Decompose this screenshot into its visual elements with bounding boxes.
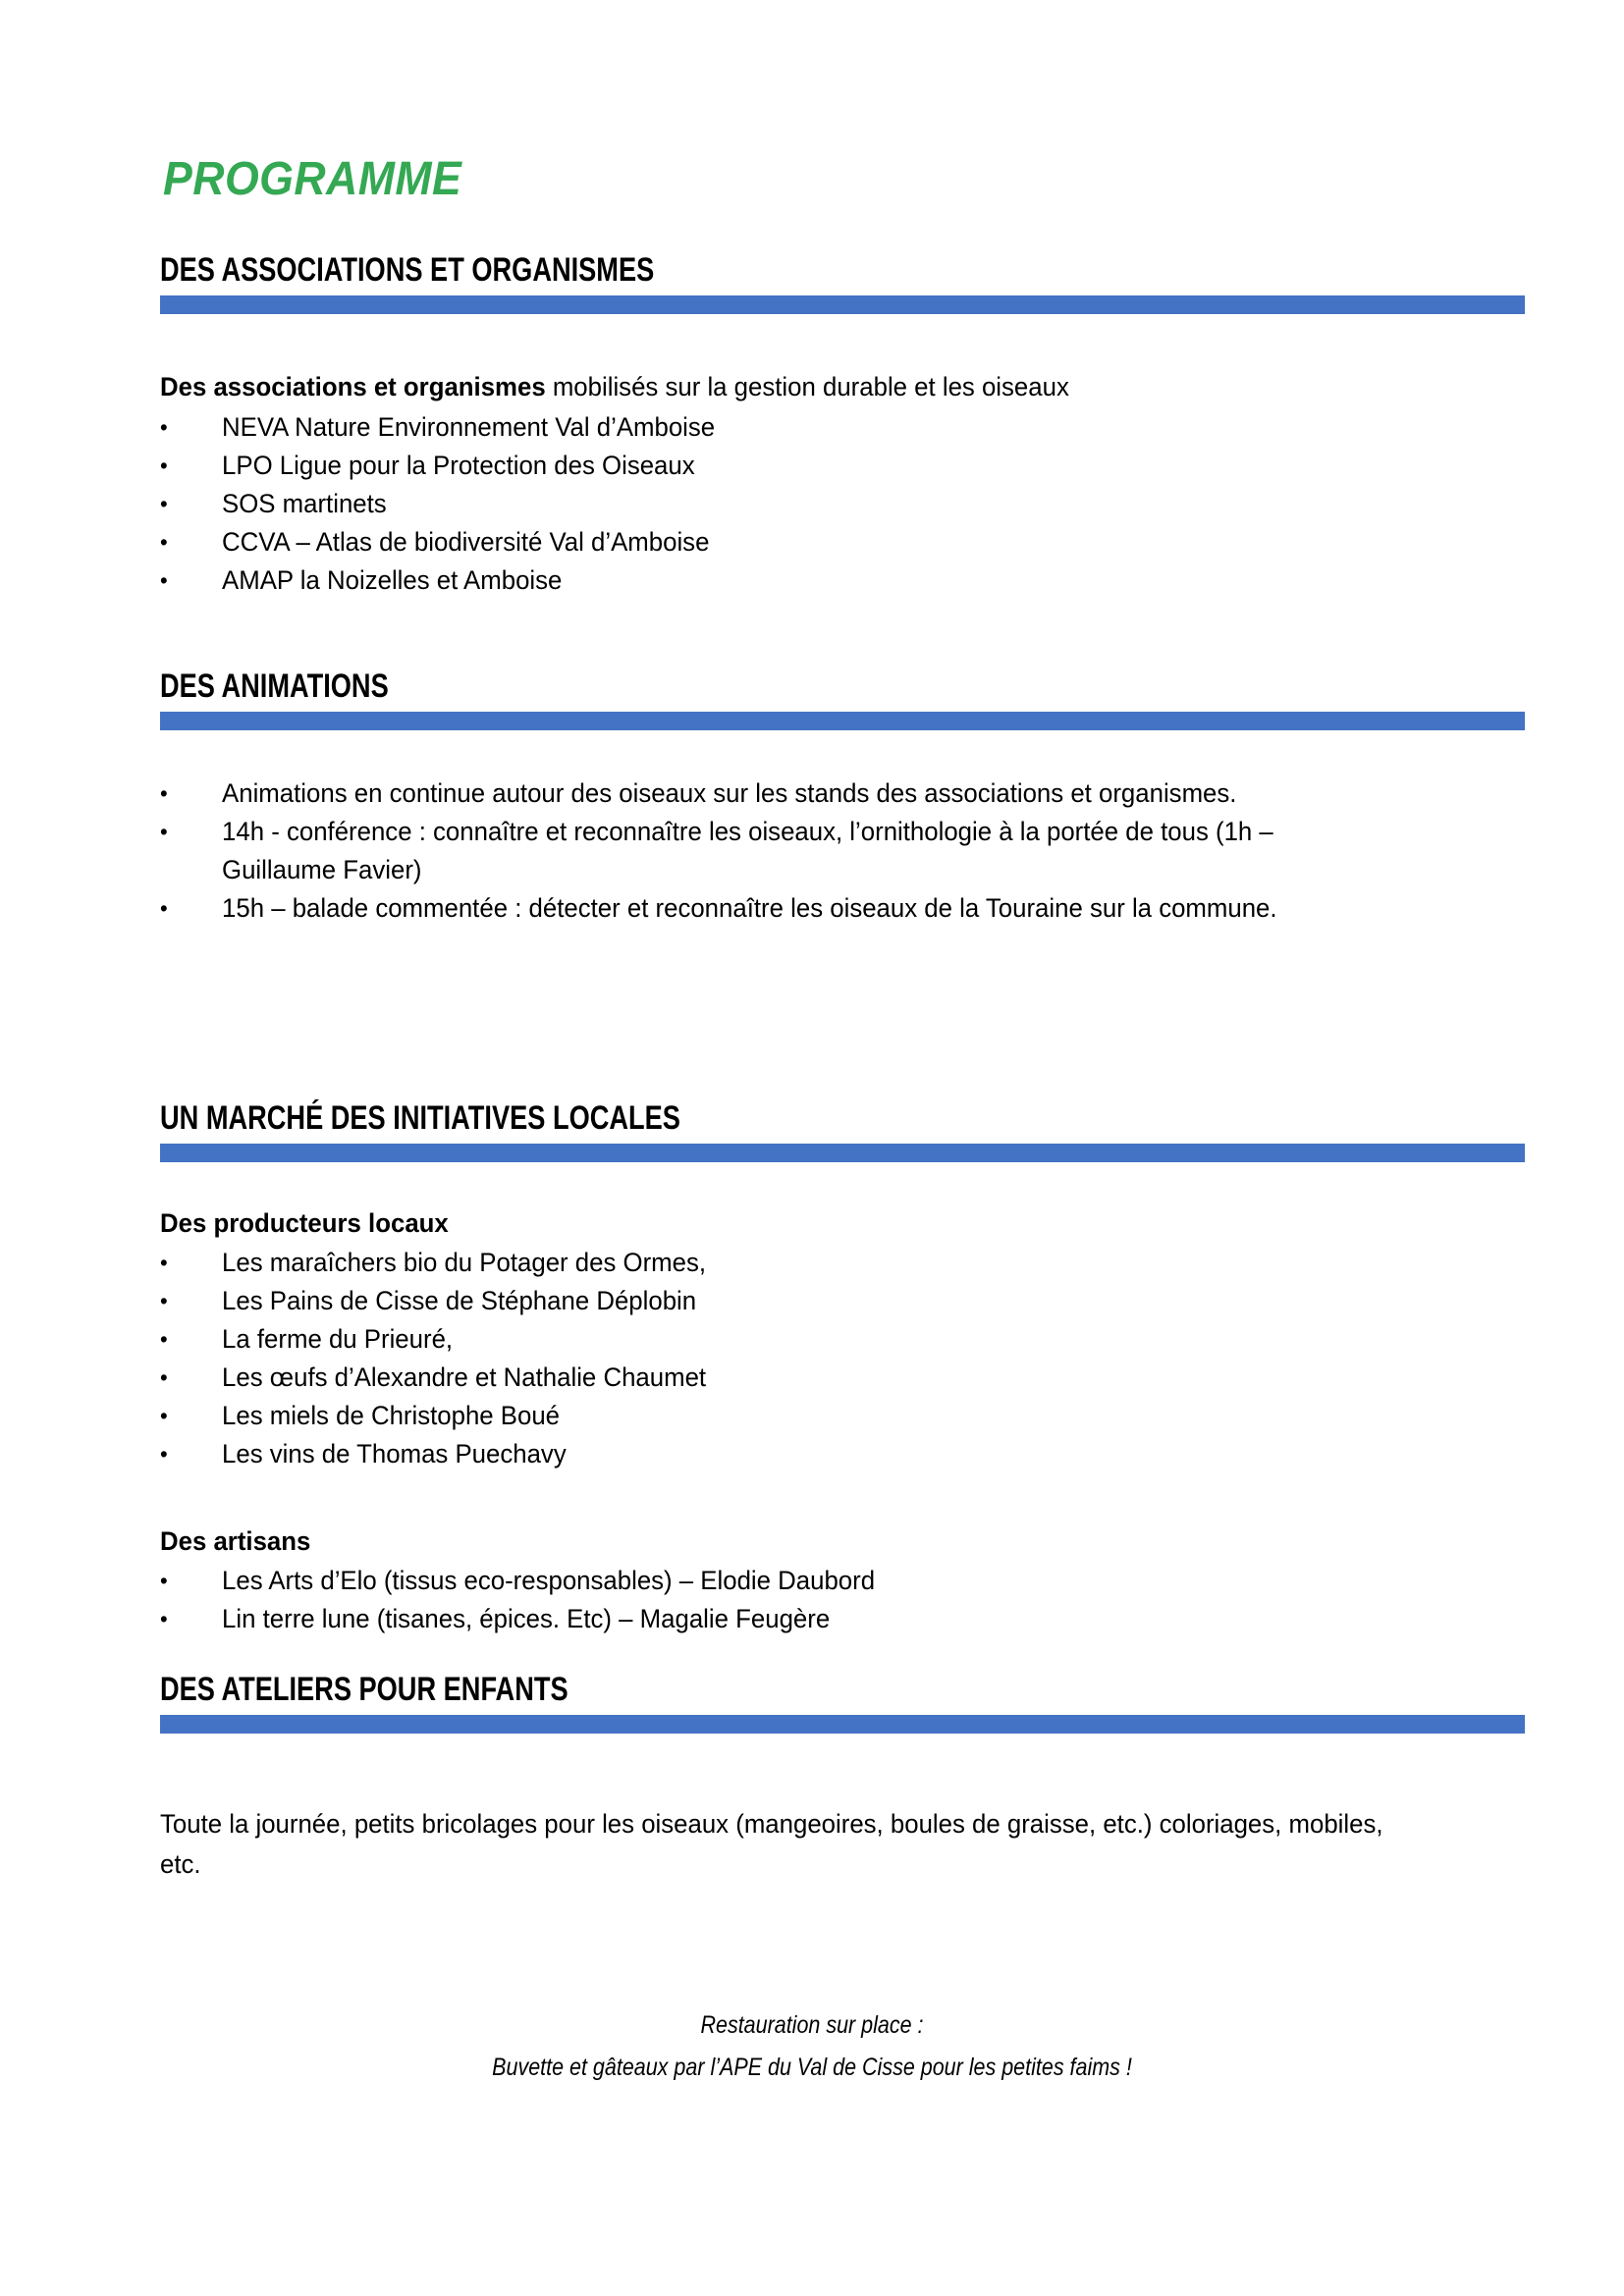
page-title: PROGRAMME [163, 153, 462, 205]
list-item [160, 561, 1069, 600]
footer-line-2: Buvette et gâteaux par l’APE du Val de Cisse pour les petites faims ! [492, 2054, 1132, 2081]
section-ateliers [160, 1673, 1525, 1734]
list-item-label: Animations en continue autour des oiseaux sur les stands des associations et organismes. [222, 778, 1237, 808]
bullet-icon: • [160, 453, 168, 478]
list-item-label: AMAP la Noizelles et Amboise [222, 565, 563, 595]
bullet-icon: • [160, 1441, 168, 1467]
bullet-icon: • [160, 414, 168, 440]
list-item-label: Les vins de Thomas Puechavy [222, 1439, 567, 1468]
subheading-artisans: Des artisans [160, 1526, 311, 1556]
list-item [160, 1282, 706, 1320]
list-item-label: Lin terre lune (tisanes, épices. Etc) – Magalie Feugère [222, 1604, 831, 1633]
list-item [160, 408, 1069, 447]
list-item [160, 774, 1380, 813]
bullet-icon: • [160, 1288, 168, 1313]
associations-lead-bold: Des associations et organismes [160, 372, 546, 401]
bullet-icon: • [160, 491, 168, 516]
list-item [160, 485, 1069, 523]
subheading-producteurs: Des producteurs locaux [160, 1208, 449, 1238]
list-item-label: Les maraîchers bio du Potager des Ormes, [222, 1248, 707, 1277]
list-item [160, 1435, 706, 1473]
animations-list [160, 774, 1380, 928]
list-item [160, 813, 1380, 889]
bullet-icon: • [160, 1250, 168, 1275]
footer-restauration [0, 2004, 1624, 2089]
section-marche-body [160, 1206, 731, 1473]
list-item-label: CCVA – Atlas de biodiversité Val d’Amboise [222, 527, 710, 557]
associations-list [160, 408, 1069, 600]
list-item-label: LPO Ligue pour la Protection des Oiseaux [222, 451, 695, 480]
section-rule-animations [160, 712, 1525, 730]
section-heading-animations: DES ANIMATIONS [160, 667, 389, 705]
list-item-label: 14h - conférence : connaître et reconnaître les oiseaux, l’ornithologie à la portée de tous (1h – Guillaume Favier) [222, 817, 1273, 884]
section-heading-marche: UN MARCHÉ DES INITIATIVES LOCALES [160, 1099, 680, 1137]
section-ateliers-body [160, 1804, 1466, 1885]
section-rule-ateliers [160, 1715, 1525, 1734]
list-item-label: Les Arts d’Elo (tissus eco-responsables) – Elodie Daubord [222, 1566, 876, 1595]
section-heading-associations: DES ASSOCIATIONS ET ORGANISMES [160, 251, 655, 289]
section-heading-ateliers: DES ATELIERS POUR ENFANTS [160, 1671, 568, 1708]
list-item-label: Les œufs d’Alexandre et Nathalie Chaumet [222, 1362, 707, 1392]
list-item-label: La ferme du Prieuré, [222, 1324, 454, 1354]
bullet-icon: • [160, 567, 168, 593]
footer-line-1: Restauration sur place : [700, 2011, 924, 2039]
list-item [160, 523, 1069, 561]
list-item [160, 1320, 706, 1359]
section-artisans-body [160, 1524, 908, 1638]
list-item-label: NEVA Nature Environnement Val d’Amboise [222, 412, 716, 442]
section-animations [160, 669, 1525, 730]
artisans-list [160, 1562, 875, 1638]
ateliers-paragraph: Toute la journée, petits bricolages pour les oiseaux (mangeoires, boules de graisse, etc.) coloriages, mobiles, etc. [160, 1809, 1383, 1879]
section-animations-body [160, 774, 1436, 928]
associations-lead [160, 369, 1069, 404]
list-item [160, 447, 1069, 485]
section-associations-body [160, 369, 1111, 600]
bullet-icon: • [160, 780, 168, 806]
associations-lead-rest: mobilisés sur la gestion durable et les oiseaux [545, 372, 1069, 401]
list-item-label: SOS martinets [222, 489, 387, 518]
list-item [160, 1244, 706, 1282]
list-item [160, 1562, 875, 1600]
section-associations [160, 253, 1525, 314]
section-rule-associations [160, 295, 1525, 314]
list-item-label: Les Pains de Cisse de Stéphane Déplobin [222, 1286, 697, 1315]
list-item [160, 1359, 706, 1397]
list-item-label: 15h – balade commentée : détecter et reconnaître les oiseaux de la Touraine sur la commune. [222, 893, 1277, 923]
bullet-icon: • [160, 1326, 168, 1352]
section-marche [160, 1101, 1525, 1162]
list-item-label: Les miels de Christophe Boué [222, 1401, 561, 1430]
bullet-icon: • [160, 819, 168, 844]
producteurs-list [160, 1244, 706, 1473]
bullet-icon: • [160, 1606, 168, 1631]
bullet-icon: • [160, 1364, 168, 1390]
list-item [160, 1397, 706, 1435]
list-item [160, 889, 1380, 928]
bullet-icon: • [160, 529, 168, 555]
list-item [160, 1600, 875, 1638]
section-rule-marche [160, 1144, 1525, 1162]
bullet-icon: • [160, 1403, 168, 1428]
bullet-icon: • [160, 895, 168, 921]
bullet-icon: • [160, 1568, 168, 1593]
